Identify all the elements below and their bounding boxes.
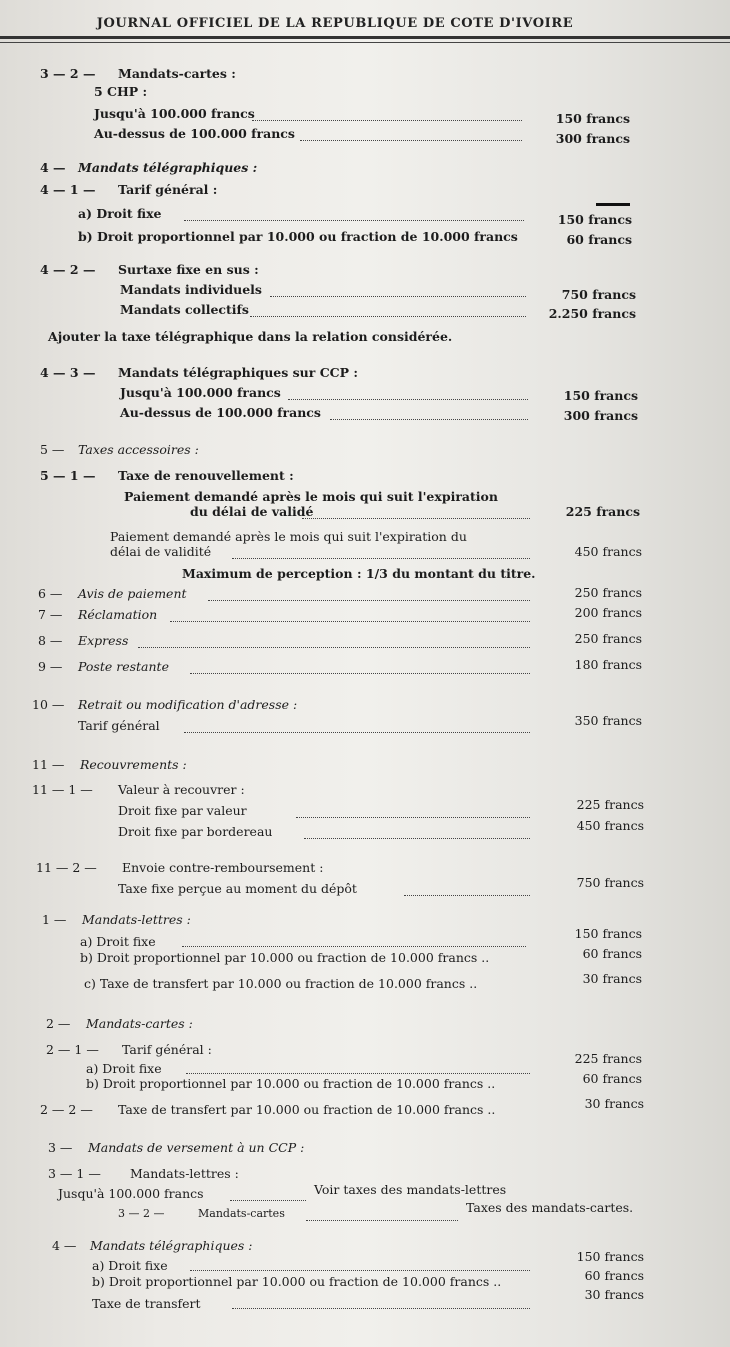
section-title: Avis de paiement (78, 586, 187, 601)
section-number: 5 — 1 — (40, 468, 96, 483)
row-label: b) Droit proportionnel par 10.000 ou fraction de 10.000 francs .. (86, 1076, 496, 1091)
row-price: 150 francs (563, 388, 638, 403)
row-price: 60 francs (566, 232, 632, 247)
row-price: 750 francs (561, 287, 636, 302)
row-price: 225 francs (576, 797, 644, 812)
section-number: 3 — (48, 1140, 73, 1155)
section-number: 6 — (38, 586, 63, 601)
section-title: Mandats télégraphiques : (90, 1238, 253, 1253)
note-text: Maximum de perception : 1/3 du montant du titre. (182, 566, 536, 581)
ink-mark (596, 203, 630, 206)
section-number: 2 — (46, 1016, 71, 1031)
section-number: 3 — 2 — (40, 66, 96, 81)
row-label: Paiement demandé après le mois qui suit l'expiration du (110, 529, 467, 544)
dot-leader (330, 409, 528, 420)
row-label: du délai de validé (190, 504, 314, 519)
header-rule (0, 36, 730, 39)
row-label: a) Droit fixe (80, 934, 156, 949)
section-number: 4 — 3 — (40, 365, 96, 380)
section-number: 11 — (32, 757, 65, 772)
dot-leader (186, 1063, 530, 1074)
row-label: a) Droit fixe (78, 206, 162, 221)
section-title: Recouvrements : (80, 757, 187, 772)
row-price: 350 francs (574, 713, 642, 728)
section-title: Mandats télégraphiques : (78, 160, 258, 175)
row-label: c) Taxe de transfert par 10.000 ou fraction de 10.000 francs .. (84, 976, 478, 991)
dot-leader (302, 508, 530, 519)
row-price: 30 francs (584, 1287, 644, 1302)
section-title: Poste restante (78, 659, 169, 674)
section-title: Mandats-cartes : (86, 1016, 193, 1031)
dot-leader (184, 210, 524, 221)
note-text: Ajouter la taxe télégraphique dans la relation considérée. (48, 329, 453, 344)
row-label: Au-dessus de 100.000 francs (120, 405, 321, 420)
row-price: 30 francs (582, 971, 642, 986)
row-reference: Taxes des mandats-cartes. (466, 1200, 634, 1215)
row-label: Jusqu'à 100.000 francs (120, 385, 281, 400)
section-number: 2 — 2 — (40, 1102, 93, 1117)
section-title: Express (78, 633, 129, 648)
row-price: 2.250 francs (548, 306, 636, 321)
row-label: Taxe fixe perçue au moment du dépôt (118, 881, 357, 896)
dot-leader (232, 1298, 530, 1309)
section-number: 3 — 2 — (118, 1207, 165, 1220)
row-label: délai de validité (110, 544, 212, 559)
section-number: 7 — (38, 607, 63, 622)
section-number: 9 — (38, 659, 63, 674)
row-price: 150 francs (557, 212, 632, 227)
row-label: Mandats collectifs (120, 302, 249, 317)
section-title: Tarif général : (122, 1042, 212, 1057)
dot-leader (190, 663, 530, 674)
row-price: 750 francs (576, 875, 644, 890)
subheading: 5 CHP : (94, 84, 148, 99)
row-price: 60 francs (582, 946, 642, 961)
section-title: Mandats-lettres : (130, 1166, 239, 1181)
row-price: 300 francs (563, 408, 638, 423)
row-price: 30 francs (584, 1096, 644, 1111)
row-price: 250 francs (574, 585, 642, 600)
row-label: a) Droit fixe (86, 1061, 162, 1076)
section-number: 4 — 1 — (40, 182, 96, 197)
section-title: Taxe de transfert par 10.000 ou fraction de 10.000 francs .. (118, 1102, 496, 1117)
row-label: Tarif général (78, 718, 160, 733)
row-price: 180 francs (574, 657, 642, 672)
row-price: 150 francs (555, 111, 630, 126)
row-price: 225 francs (565, 504, 640, 519)
row-label: Mandats individuels (120, 282, 262, 297)
section-title: Mandats-cartes (198, 1207, 285, 1220)
dot-leader (270, 286, 526, 297)
row-price: 150 francs (574, 926, 642, 941)
row-label: Jusqu'à 100.000 francs (94, 106, 255, 121)
dot-leader (230, 1190, 306, 1201)
row-price: 450 francs (576, 818, 644, 833)
row-label: Au-dessus de 100.000 francs (94, 126, 295, 141)
section-title: Mandats télégraphiques sur CCP : (118, 365, 358, 380)
header-rule-thin (0, 42, 730, 43)
section-title: Réclamation (78, 607, 158, 622)
dot-leader (138, 637, 530, 648)
section-title: Mandats-lettres : (82, 912, 191, 927)
row-price: 60 francs (582, 1071, 642, 1086)
dot-leader (250, 306, 526, 317)
section-title: Mandats-cartes : (118, 66, 236, 81)
dot-leader (208, 590, 530, 601)
dot-leader (182, 936, 526, 947)
dot-leader (306, 1210, 458, 1221)
dot-leader (184, 722, 530, 733)
dot-leader (252, 110, 522, 121)
section-number: 5 — (40, 442, 65, 457)
section-title: Surtaxe fixe en sus : (118, 262, 259, 277)
section-number: 11 — 1 — (32, 782, 93, 797)
row-label: Taxe de transfert (92, 1296, 201, 1311)
section-number: 10 — (32, 697, 65, 712)
row-price: 450 francs (574, 544, 642, 559)
section-title: Tarif général : (118, 182, 218, 197)
section-number: 4 — 2 — (40, 262, 96, 277)
section-title: Retrait ou modification d'adresse : (78, 697, 298, 712)
dot-leader (296, 807, 530, 818)
row-label: Paiement demandé après le mois qui suit l'expiration (124, 489, 498, 504)
dot-leader (170, 611, 530, 622)
dot-leader (300, 130, 522, 141)
section-number: 8 — (38, 633, 63, 648)
dot-leader (190, 1260, 530, 1271)
row-price: 150 francs (576, 1249, 644, 1264)
journal-header: JOURNAL OFFICIEL DE LA REPUBLIQUE DE COTE D'IVOIRE (96, 16, 574, 31)
section-title: Envoie contre-remboursement : (122, 860, 324, 875)
dot-leader (304, 828, 530, 839)
row-price: 300 francs (555, 131, 630, 146)
section-number: 11 — 2 — (36, 860, 97, 875)
dot-leader (404, 885, 530, 896)
row-price: 225 francs (574, 1051, 642, 1066)
row-label: Droit fixe par valeur (118, 803, 247, 818)
row-label: a) Droit fixe (92, 1258, 168, 1273)
section-number: 1 — (42, 912, 67, 927)
row-price: 250 francs (574, 631, 642, 646)
dot-leader (288, 389, 528, 400)
row-price: 200 francs (574, 605, 642, 620)
row-reference: Voir taxes des mandats-lettres (314, 1182, 507, 1197)
section-title: Mandats de versement à un CCP : (88, 1140, 305, 1155)
section-title: Valeur à recouvrer : (118, 782, 245, 797)
section-number: 4 — (52, 1238, 77, 1253)
row-label: Jusqu'à 100.000 francs (58, 1186, 204, 1201)
section-title: Taxe de renouvellement : (118, 468, 294, 483)
row-label: b) Droit proportionnel par 10.000 ou fraction de 10.000 francs (78, 229, 518, 244)
row-label: b) Droit proportionnel par 10.000 ou fraction de 10.000 francs .. (80, 950, 490, 965)
row-label: b) Droit proportionnel par 10.000 ou fraction de 10.000 francs .. (92, 1274, 502, 1289)
section-title: Taxes accessoires : (78, 442, 199, 457)
section-number: 2 — 1 — (46, 1042, 99, 1057)
row-price: 60 francs (584, 1268, 644, 1283)
row-label: Droit fixe par bordereau (118, 824, 273, 839)
section-number: 3 — 1 — (48, 1166, 101, 1181)
section-number: 4 — (40, 160, 66, 175)
dot-leader (232, 548, 530, 559)
